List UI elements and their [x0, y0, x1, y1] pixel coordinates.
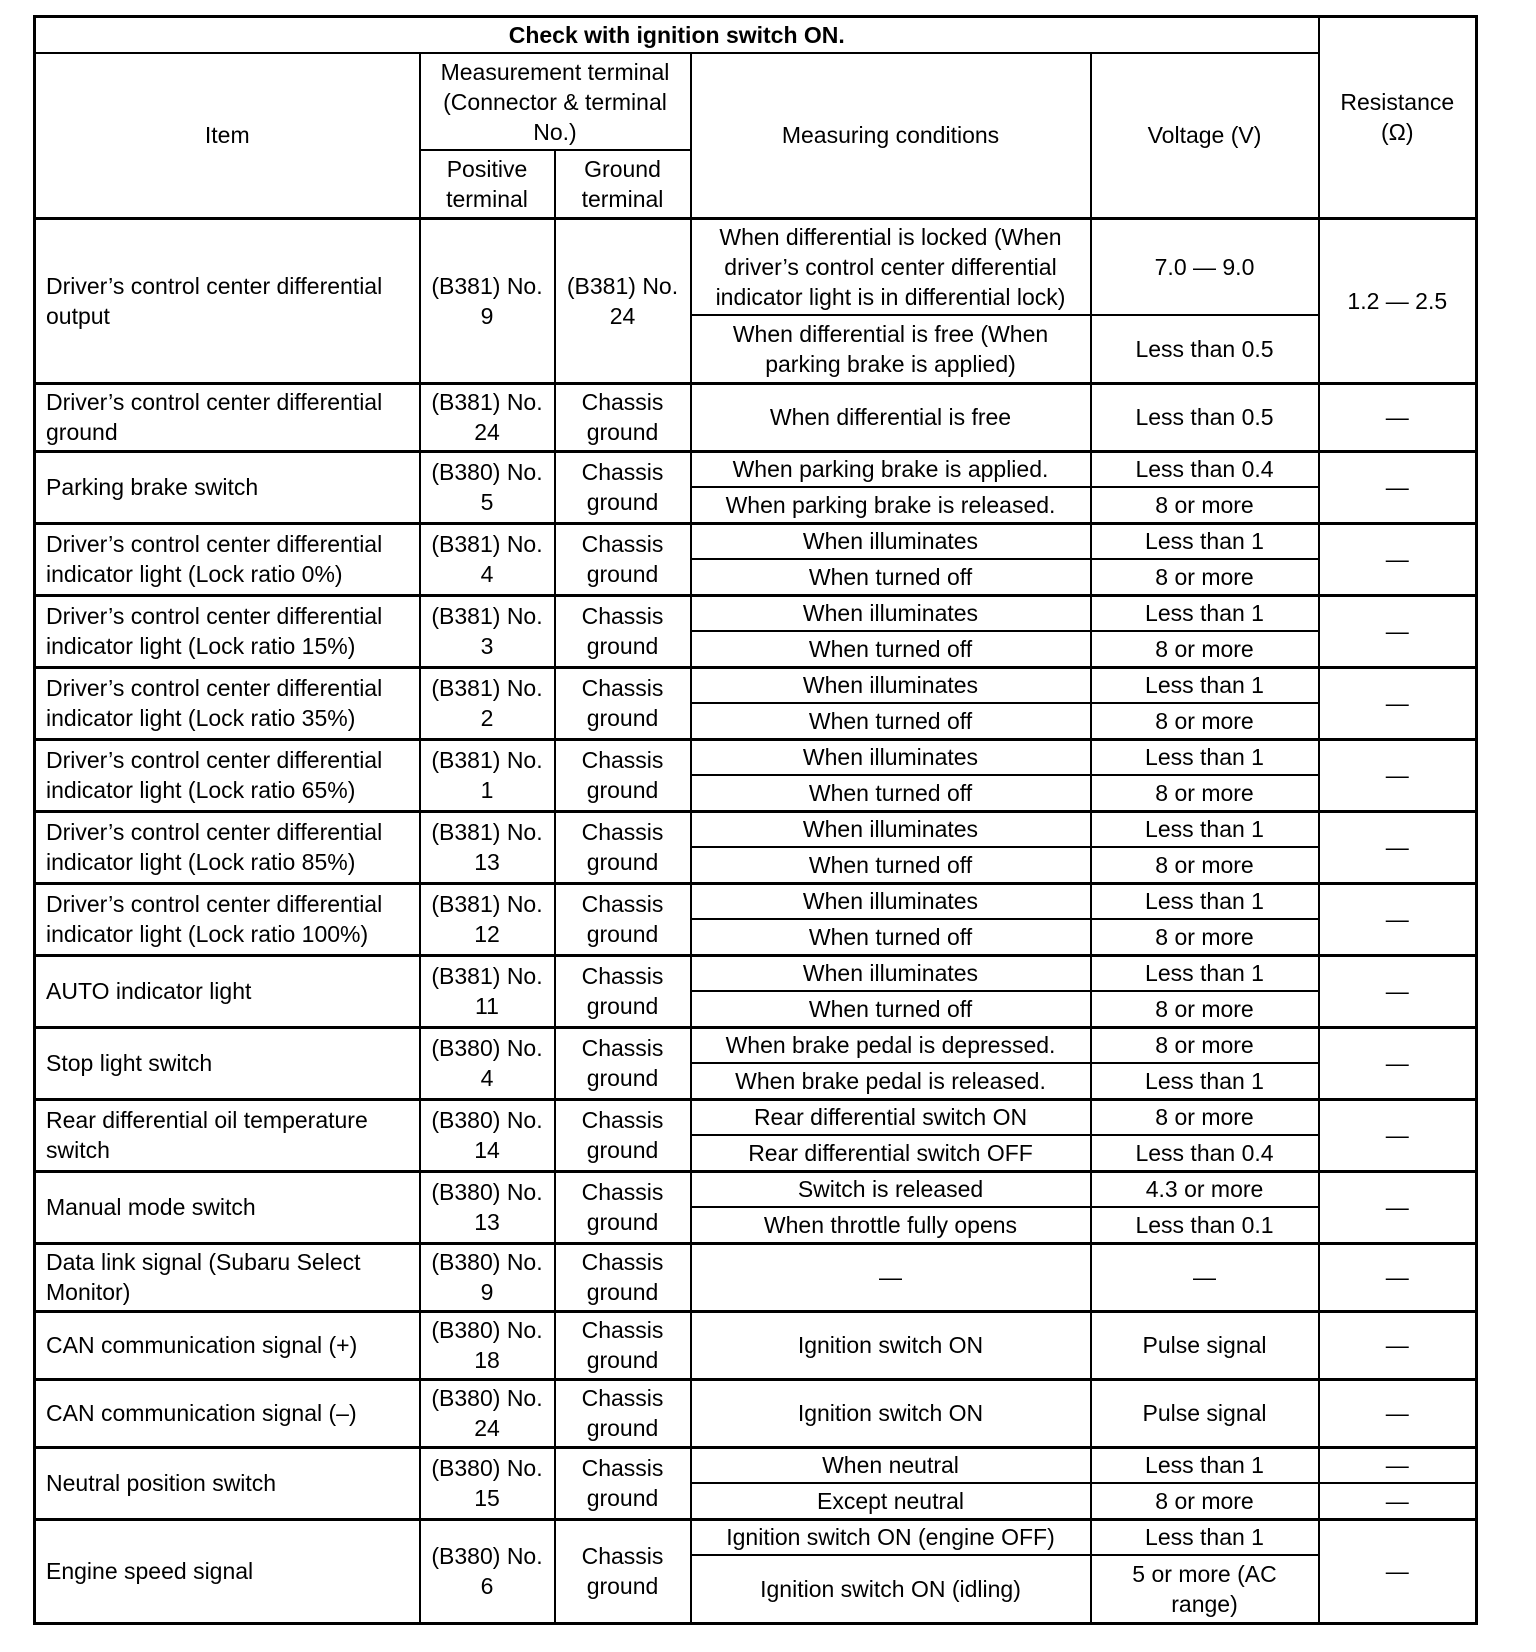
resistance-cell: — — [1319, 1171, 1477, 1243]
resistance-cell: — — [1319, 1243, 1477, 1311]
ground-terminal-cell: Chassis ground — [555, 883, 691, 955]
resistance-cell: — — [1319, 1099, 1477, 1171]
table-row — [35, 218, 1477, 315]
header-item: Item — [35, 53, 420, 218]
table-row — [35, 955, 1477, 991]
table-row — [35, 595, 1477, 631]
voltage-cell: Less than 1 — [1091, 1063, 1319, 1099]
condition-cell: When illuminates — [691, 955, 1091, 991]
voltage-cell: 8 or more — [1091, 487, 1319, 523]
positive-terminal-cell: (B380) No. 4 — [420, 1027, 555, 1099]
ground-terminal-cell: Chassis ground — [555, 383, 691, 451]
item-cell: Manual mode switch — [35, 1171, 420, 1243]
item-cell: CAN communication signal (–) — [35, 1379, 420, 1447]
item-cell: Rear differential oil temperature switch — [35, 1099, 420, 1171]
resistance-cell: — — [1319, 955, 1477, 1027]
ground-terminal-cell: Chassis ground — [555, 1027, 691, 1099]
condition-cell: When turned off — [691, 631, 1091, 667]
voltage-cell: Less than 1 — [1091, 667, 1319, 703]
condition-cell: When turned off — [691, 991, 1091, 1027]
ground-terminal-cell: Chassis ground — [555, 739, 691, 811]
positive-terminal-cell: (B380) No. 9 — [420, 1243, 555, 1311]
item-cell: Data link signal (Subaru Select Monitor) — [35, 1243, 420, 1311]
terminal-check-table — [33, 15, 1478, 1625]
ground-terminal-cell: Chassis ground — [555, 595, 691, 667]
positive-terminal-cell: (B380) No. 5 — [420, 451, 555, 523]
condition-cell: Ignition switch ON — [691, 1379, 1091, 1447]
condition-cell: When brake pedal is released. — [691, 1063, 1091, 1099]
positive-terminal-cell: (B380) No. 15 — [420, 1447, 555, 1519]
table-row — [35, 1447, 1477, 1483]
table-row — [35, 1099, 1477, 1135]
table-row — [35, 883, 1477, 919]
voltage-cell: Less than 0.4 — [1091, 451, 1319, 487]
item-cell: Stop light switch — [35, 1027, 420, 1099]
header-positive-terminal: Positive terminal — [420, 150, 555, 218]
voltage-cell: Less than 0.1 — [1091, 1207, 1319, 1243]
resistance-cell: — — [1319, 1027, 1477, 1099]
condition-cell: When turned off — [691, 847, 1091, 883]
resistance-cell: — — [1319, 451, 1477, 523]
ground-terminal-cell: Chassis ground — [555, 1447, 691, 1519]
header-ground-terminal: Ground terminal — [555, 150, 691, 218]
condition-cell: When brake pedal is depressed. — [691, 1027, 1091, 1063]
ground-terminal-cell: Chassis ground — [555, 451, 691, 523]
table-row — [35, 1243, 1477, 1311]
voltage-cell: 8 or more — [1091, 559, 1319, 595]
item-cell: AUTO indicator light — [35, 955, 420, 1027]
positive-terminal-cell: (B381) No. 11 — [420, 955, 555, 1027]
header-voltage: Voltage (V) — [1091, 53, 1319, 218]
condition-cell: When illuminates — [691, 739, 1091, 775]
ground-terminal-cell: Chassis ground — [555, 811, 691, 883]
positive-terminal-cell: (B381) No. 13 — [420, 811, 555, 883]
condition-cell: When illuminates — [691, 595, 1091, 631]
condition-cell: When differential is free (When parking brake is applied) — [691, 315, 1091, 383]
condition-cell: When parking brake is released. — [691, 487, 1091, 523]
positive-terminal-cell: (B381) No. 3 — [420, 595, 555, 667]
resistance-cell: — — [1319, 883, 1477, 955]
condition-cell: When turned off — [691, 919, 1091, 955]
positive-terminal-cell: (B380) No. 6 — [420, 1519, 555, 1623]
voltage-cell: Less than 1 — [1091, 595, 1319, 631]
condition-cell: When turned off — [691, 559, 1091, 595]
condition-cell: When illuminates — [691, 811, 1091, 847]
positive-terminal-cell: (B381) No. 12 — [420, 883, 555, 955]
resistance-cell: — — [1319, 1311, 1477, 1379]
voltage-cell: Pulse signal — [1091, 1311, 1319, 1379]
voltage-cell: 4.3 or more — [1091, 1171, 1319, 1207]
voltage-cell: 8 or more — [1091, 847, 1319, 883]
ground-terminal-cell: Chassis ground — [555, 1379, 691, 1447]
condition-cell: Rear differential switch OFF — [691, 1135, 1091, 1171]
condition-cell: When parking brake is applied. — [691, 451, 1091, 487]
condition-cell: When illuminates — [691, 883, 1091, 919]
resistance-cell: — — [1319, 523, 1477, 595]
positive-terminal-cell: (B380) No. 18 — [420, 1311, 555, 1379]
item-cell: Driver’s control center differential indicator light (Lock ratio 85%) — [35, 811, 420, 883]
item-cell: Driver’s control center differential output — [35, 218, 420, 383]
table-row — [35, 1519, 1477, 1555]
table-row — [35, 811, 1477, 847]
condition-cell: When illuminates — [691, 523, 1091, 559]
ground-terminal-cell: Chassis ground — [555, 1099, 691, 1171]
voltage-cell: 7.0 — 9.0 — [1091, 218, 1319, 315]
resistance-cell: — — [1319, 383, 1477, 451]
ground-terminal-cell: Chassis ground — [555, 667, 691, 739]
condition-cell: When differential is free — [691, 383, 1091, 451]
item-cell: Driver’s control center differential indicator light (Lock ratio 0%) — [35, 523, 420, 595]
positive-terminal-cell: (B380) No. 13 — [420, 1171, 555, 1243]
header-resistance: Resistance (Ω) — [1319, 17, 1477, 219]
positive-terminal-cell: (B380) No. 14 — [420, 1099, 555, 1171]
voltage-cell: 8 or more — [1091, 631, 1319, 667]
condition-cell: When neutral — [691, 1447, 1091, 1483]
voltage-cell: Less than 1 — [1091, 883, 1319, 919]
ground-terminal-cell: Chassis ground — [555, 1171, 691, 1243]
resistance-cell: — — [1319, 1483, 1477, 1519]
ground-terminal-cell: Chassis ground — [555, 1519, 691, 1623]
condition-cell: When illuminates — [691, 667, 1091, 703]
table-row — [35, 1027, 1477, 1063]
condition-cell: Ignition switch ON (engine OFF) — [691, 1519, 1091, 1555]
condition-cell: When throttle fully opens — [691, 1207, 1091, 1243]
item-cell: Driver’s control center differential indicator light (Lock ratio 100%) — [35, 883, 420, 955]
item-cell: Driver’s control center differential indicator light (Lock ratio 35%) — [35, 667, 420, 739]
resistance-cell: — — [1319, 1379, 1477, 1447]
table-row — [35, 1171, 1477, 1207]
resistance-cell: — — [1319, 595, 1477, 667]
item-cell: Driver’s control center differential ground — [35, 383, 420, 451]
positive-terminal-cell: (B381) No. 4 — [420, 523, 555, 595]
resistance-cell: — — [1319, 1447, 1477, 1483]
voltage-cell: Less than 1 — [1091, 739, 1319, 775]
voltage-cell: Pulse signal — [1091, 1379, 1319, 1447]
condition-cell: Switch is released — [691, 1171, 1091, 1207]
voltage-cell: Less than 1 — [1091, 1519, 1319, 1555]
positive-terminal-cell: (B381) No. 1 — [420, 739, 555, 811]
item-cell: Parking brake switch — [35, 451, 420, 523]
voltage-cell: Less than 1 — [1091, 523, 1319, 559]
condition-cell: — — [691, 1243, 1091, 1311]
condition-cell: Rear differential switch ON — [691, 1099, 1091, 1135]
voltage-cell: 8 or more — [1091, 1027, 1319, 1063]
item-cell: Driver’s control center differential indicator light (Lock ratio 15%) — [35, 595, 420, 667]
positive-terminal-cell: (B380) No. 24 — [420, 1379, 555, 1447]
positive-terminal-cell: (B381) No. 24 — [420, 383, 555, 451]
resistance-cell: — — [1319, 1519, 1477, 1623]
table-row — [35, 667, 1477, 703]
table-row — [35, 383, 1477, 451]
voltage-cell: 8 or more — [1091, 775, 1319, 811]
voltage-cell: 8 or more — [1091, 1099, 1319, 1135]
ground-terminal-cell: Chassis ground — [555, 955, 691, 1027]
table-title: Check with ignition switch ON. — [35, 17, 1319, 54]
voltage-cell: 8 or more — [1091, 703, 1319, 739]
item-cell: Driver’s control center differential indicator light (Lock ratio 65%) — [35, 739, 420, 811]
voltage-cell: Less than 0.4 — [1091, 1135, 1319, 1171]
table-row — [35, 739, 1477, 775]
condition-cell: When differential is locked (When driver’s control center differential indicator light is in differential lock) — [691, 218, 1091, 315]
ground-terminal-cell: (B381) No. 24 — [555, 218, 691, 383]
ground-terminal-cell: Chassis ground — [555, 1311, 691, 1379]
item-cell: CAN communication signal (+) — [35, 1311, 420, 1379]
condition-cell: Ignition switch ON — [691, 1311, 1091, 1379]
voltage-cell: Less than 1 — [1091, 955, 1319, 991]
condition-cell: When turned off — [691, 775, 1091, 811]
header-measurement-terminal: Measurement terminal (Connector & terminal No.) — [420, 53, 691, 150]
resistance-cell: — — [1319, 811, 1477, 883]
voltage-cell: 8 or more — [1091, 919, 1319, 955]
resistance-cell: — — [1319, 739, 1477, 811]
voltage-cell: 5 or more (AC range) — [1091, 1555, 1319, 1623]
condition-cell: Except neutral — [691, 1483, 1091, 1519]
item-cell: Engine speed signal — [35, 1519, 420, 1623]
positive-terminal-cell: (B381) No. 2 — [420, 667, 555, 739]
table-row — [35, 523, 1477, 559]
header-measuring-conditions: Measuring conditions — [691, 53, 1091, 218]
table-row — [35, 1311, 1477, 1379]
voltage-cell: Less than 0.5 — [1091, 315, 1319, 383]
voltage-cell: 8 or more — [1091, 991, 1319, 1027]
voltage-cell: Less than 0.5 — [1091, 383, 1319, 451]
positive-terminal-cell: (B381) No. 9 — [420, 218, 555, 383]
condition-cell: Ignition switch ON (idling) — [691, 1555, 1091, 1623]
item-cell: Neutral position switch — [35, 1447, 420, 1519]
voltage-cell: Less than 1 — [1091, 811, 1319, 847]
voltage-cell: Less than 1 — [1091, 1447, 1319, 1483]
voltage-cell: 8 or more — [1091, 1483, 1319, 1519]
table-row — [35, 451, 1477, 487]
condition-cell: When turned off — [691, 703, 1091, 739]
ground-terminal-cell: Chassis ground — [555, 523, 691, 595]
resistance-cell: — — [1319, 667, 1477, 739]
voltage-cell: — — [1091, 1243, 1319, 1311]
ground-terminal-cell: Chassis ground — [555, 1243, 691, 1311]
resistance-cell: 1.2 — 2.5 — [1319, 218, 1477, 383]
table-row — [35, 1379, 1477, 1447]
